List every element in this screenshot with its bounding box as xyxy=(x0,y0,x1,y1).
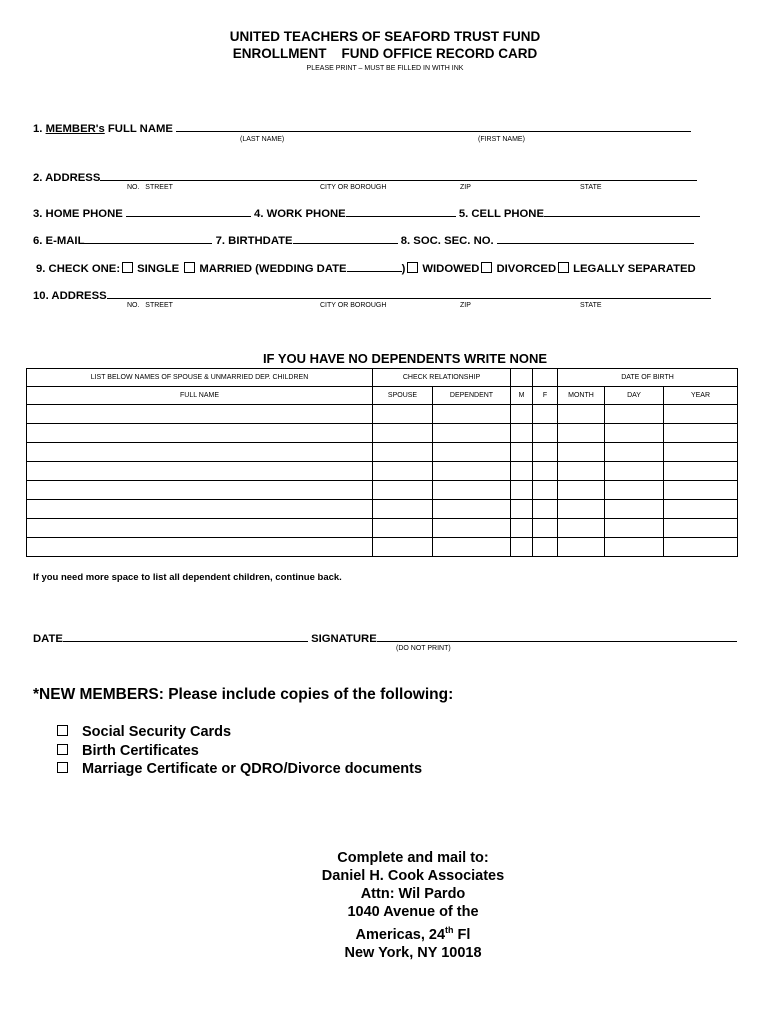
doc-social-security: Social Security Cards xyxy=(82,724,232,740)
zip-caption-2: ZIP xyxy=(460,302,471,309)
address10-field[interactable] xyxy=(33,288,711,302)
cell[interactable] xyxy=(558,500,605,519)
member-name-line[interactable] xyxy=(176,121,691,132)
dependents-heading: IF YOU HAVE NO DEPENDENTS WRITE NONE xyxy=(262,351,548,366)
dob-header: DATE OF BIRTH xyxy=(558,369,738,387)
ssn-label: 8. SOC. SEC. NO. xyxy=(400,235,494,247)
cell[interactable] xyxy=(558,443,605,462)
required-docs-list xyxy=(57,723,422,779)
spouse-header: SPOUSE xyxy=(373,387,433,405)
blank-header-f xyxy=(533,369,558,387)
cell[interactable] xyxy=(27,462,373,481)
cell[interactable] xyxy=(664,405,738,424)
widowed-checkbox[interactable] xyxy=(407,262,418,273)
cell-phone-label: 5. CELL PHONE xyxy=(458,208,544,220)
cell[interactable] xyxy=(664,519,738,538)
checkbox-ssc[interactable] xyxy=(57,725,68,736)
cell[interactable] xyxy=(533,405,558,424)
table-row[interactable] xyxy=(27,481,738,500)
single-label: SINGLE xyxy=(137,263,180,275)
city-caption-2: CITY OR BOROUGH xyxy=(320,302,387,309)
married-label: MARRIED (WEDDING DATE xyxy=(199,263,347,275)
cell[interactable] xyxy=(511,424,533,443)
cell[interactable] xyxy=(373,443,433,462)
day-header: DAY xyxy=(605,387,664,405)
cell[interactable] xyxy=(558,538,605,557)
address10-label: 10. ADDRESS xyxy=(33,290,107,302)
last-name-caption: (LAST NAME) xyxy=(240,136,285,143)
divorced-label: DIVORCED xyxy=(496,263,557,275)
member-label: MEMBER's xyxy=(45,123,105,135)
address-line[interactable] xyxy=(100,170,697,181)
year-header: YEAR xyxy=(664,387,738,405)
cell[interactable] xyxy=(27,424,373,443)
full-name-label: FULL NAME xyxy=(104,123,173,135)
month-header: MONTH xyxy=(558,387,605,405)
cell[interactable] xyxy=(373,481,433,500)
cell[interactable] xyxy=(558,519,605,538)
f-header: F xyxy=(533,387,558,405)
cell[interactable] xyxy=(664,462,738,481)
date-line[interactable] xyxy=(63,631,308,642)
mail-line-4: 1040 Avenue of the xyxy=(347,904,479,920)
first-name-caption: (FIRST NAME) xyxy=(478,136,525,143)
state-caption: STATE xyxy=(580,184,602,191)
no-street-caption-2: NO. STREET xyxy=(127,302,173,309)
check-relationship-header: CHECK RELATIONSHIP xyxy=(373,369,511,387)
cell[interactable] xyxy=(533,443,558,462)
table-row[interactable] xyxy=(27,405,738,424)
m-header: M xyxy=(511,387,533,405)
state-caption-2: STATE xyxy=(580,302,602,309)
new-members-heading: *NEW MEMBERS: Please include copies of the following: xyxy=(33,686,454,703)
mail-line-5sup: th xyxy=(445,925,454,935)
cell[interactable] xyxy=(373,424,433,443)
date-label: DATE xyxy=(33,633,63,645)
cell[interactable] xyxy=(533,538,558,557)
home-phone-line[interactable] xyxy=(126,206,251,217)
table-row[interactable] xyxy=(27,538,738,557)
cell[interactable] xyxy=(605,519,664,538)
table-header-row xyxy=(27,369,738,387)
cell[interactable] xyxy=(373,538,433,557)
phone-row xyxy=(33,206,700,220)
mail-line-3: Attn: Wil Pardo xyxy=(360,886,466,902)
dependents-table xyxy=(26,368,738,557)
form-subtitle: ENROLLMENT FUND OFFICE RECORD CARD xyxy=(232,46,538,61)
cell[interactable] xyxy=(664,538,738,557)
birthdate-label: 7. BIRTHDATE xyxy=(215,235,293,247)
cell[interactable] xyxy=(511,405,533,424)
cell[interactable] xyxy=(533,519,558,538)
cell[interactable] xyxy=(433,519,511,538)
single-checkbox[interactable] xyxy=(122,262,133,273)
cell[interactable] xyxy=(664,500,738,519)
cell[interactable] xyxy=(664,424,738,443)
cell[interactable] xyxy=(511,462,533,481)
checkbox-birth[interactable] xyxy=(57,744,68,755)
cell[interactable] xyxy=(373,500,433,519)
mail-line-5 xyxy=(300,921,526,944)
signature-line[interactable] xyxy=(377,631,737,642)
doc-birth-certificates: Birth Certificates xyxy=(82,742,199,759)
cell[interactable] xyxy=(433,481,511,500)
cell[interactable] xyxy=(373,405,433,424)
cell[interactable] xyxy=(373,519,433,538)
email-row xyxy=(33,233,694,247)
cell[interactable] xyxy=(373,462,433,481)
check-one-label: 9. CHECK ONE: xyxy=(36,263,121,275)
list-header: LIST BELOW NAMES OF SPOUSE & UNMARRIED DEP. CHILDREN xyxy=(27,369,373,387)
mail-line-2: Daniel H. Cook Associates xyxy=(321,868,505,884)
married-checkbox[interactable] xyxy=(184,262,195,273)
cell[interactable] xyxy=(558,405,605,424)
cell[interactable] xyxy=(433,538,511,557)
cell[interactable] xyxy=(433,500,511,519)
widowed-label: WIDOWED xyxy=(422,263,480,275)
date-signature-row xyxy=(33,631,737,645)
birthdate-line[interactable] xyxy=(293,233,398,244)
cell[interactable] xyxy=(27,538,373,557)
cell[interactable] xyxy=(433,462,511,481)
cell[interactable] xyxy=(605,462,664,481)
print-instructions: PLEASE PRINT – MUST BE FILLED IN WITH INK xyxy=(306,65,464,72)
no-street-caption: NO. STREET xyxy=(127,184,173,191)
cell[interactable] xyxy=(433,424,511,443)
cell[interactable] xyxy=(533,481,558,500)
member-name-field[interactable] xyxy=(33,121,691,135)
mail-line-6: New York, NY 10018 xyxy=(344,944,482,961)
cell[interactable] xyxy=(533,462,558,481)
member-number: 1. xyxy=(33,123,46,135)
cell[interactable] xyxy=(511,519,533,538)
cell[interactable] xyxy=(533,500,558,519)
list-item xyxy=(57,742,422,761)
married-close: ) xyxy=(401,263,406,275)
cell[interactable] xyxy=(605,500,664,519)
cell[interactable] xyxy=(27,481,373,500)
cell[interactable] xyxy=(511,443,533,462)
ssn-line[interactable] xyxy=(497,233,694,244)
mail-line-5a: Americas, 24 xyxy=(355,926,446,943)
cell[interactable] xyxy=(433,405,511,424)
checkbox-marriage[interactable] xyxy=(57,762,68,773)
work-phone-label: 4. WORK PHONE xyxy=(254,208,346,220)
separated-checkbox[interactable] xyxy=(558,262,569,273)
table-row[interactable] xyxy=(27,500,738,519)
cell[interactable] xyxy=(27,500,373,519)
mailing-address xyxy=(300,849,526,962)
city-caption: CITY OR BOROUGH xyxy=(320,184,387,191)
email-line[interactable] xyxy=(84,233,212,244)
table-row[interactable] xyxy=(27,443,738,462)
mail-line-1: Complete and mail to: xyxy=(337,850,489,866)
signature-label: SIGNATURE xyxy=(311,633,377,645)
separated-label: LEGALLY SEPARATED xyxy=(573,263,696,275)
home-phone-label: 3. HOME PHONE xyxy=(33,208,123,220)
cell[interactable] xyxy=(27,519,373,538)
table-row[interactable] xyxy=(27,462,738,481)
address10-line[interactable] xyxy=(107,288,711,299)
cell[interactable] xyxy=(605,538,664,557)
wedding-date-line[interactable] xyxy=(347,261,402,272)
cell[interactable] xyxy=(511,500,533,519)
divorced-checkbox[interactable] xyxy=(481,262,492,273)
table-row[interactable] xyxy=(27,519,738,538)
form-title: UNITED TEACHERS OF SEAFORD TRUST FUND xyxy=(229,29,541,44)
cell[interactable] xyxy=(605,424,664,443)
list-item xyxy=(57,760,422,779)
more-space-note: If you need more space to list all dependent children, continue back. xyxy=(33,572,342,583)
address-label: 2. ADDRESS xyxy=(33,172,101,184)
cell[interactable] xyxy=(558,481,605,500)
cell[interactable] xyxy=(533,424,558,443)
marital-status-row xyxy=(36,261,696,275)
cell[interactable] xyxy=(605,405,664,424)
cell[interactable] xyxy=(664,443,738,462)
cell[interactable] xyxy=(27,405,373,424)
full-name-header: FULL NAME xyxy=(27,387,373,405)
email-label: 6. E-MAIL xyxy=(33,235,85,247)
mail-line-5b: Fl xyxy=(453,926,471,943)
cell[interactable] xyxy=(511,481,533,500)
list-item xyxy=(57,723,422,742)
cell-phone-line[interactable] xyxy=(544,206,700,217)
cell[interactable] xyxy=(558,462,605,481)
cell[interactable] xyxy=(433,443,511,462)
zip-caption: ZIP xyxy=(460,184,471,191)
cell[interactable] xyxy=(664,481,738,500)
table-subheader-row xyxy=(27,387,738,405)
cell[interactable] xyxy=(605,443,664,462)
cell[interactable] xyxy=(558,424,605,443)
work-phone-line[interactable] xyxy=(346,206,456,217)
dependent-header: DEPENDENT xyxy=(433,387,511,405)
do-not-print-caption: (DO NOT PRINT) xyxy=(396,645,451,652)
cell[interactable] xyxy=(605,481,664,500)
address-field[interactable] xyxy=(33,170,697,184)
table-row[interactable] xyxy=(27,424,738,443)
cell[interactable] xyxy=(27,443,373,462)
blank-header-m xyxy=(511,369,533,387)
cell[interactable] xyxy=(511,538,533,557)
doc-marriage-certificate: Marriage Certificate or QDRO/Divorce documents xyxy=(82,761,423,777)
